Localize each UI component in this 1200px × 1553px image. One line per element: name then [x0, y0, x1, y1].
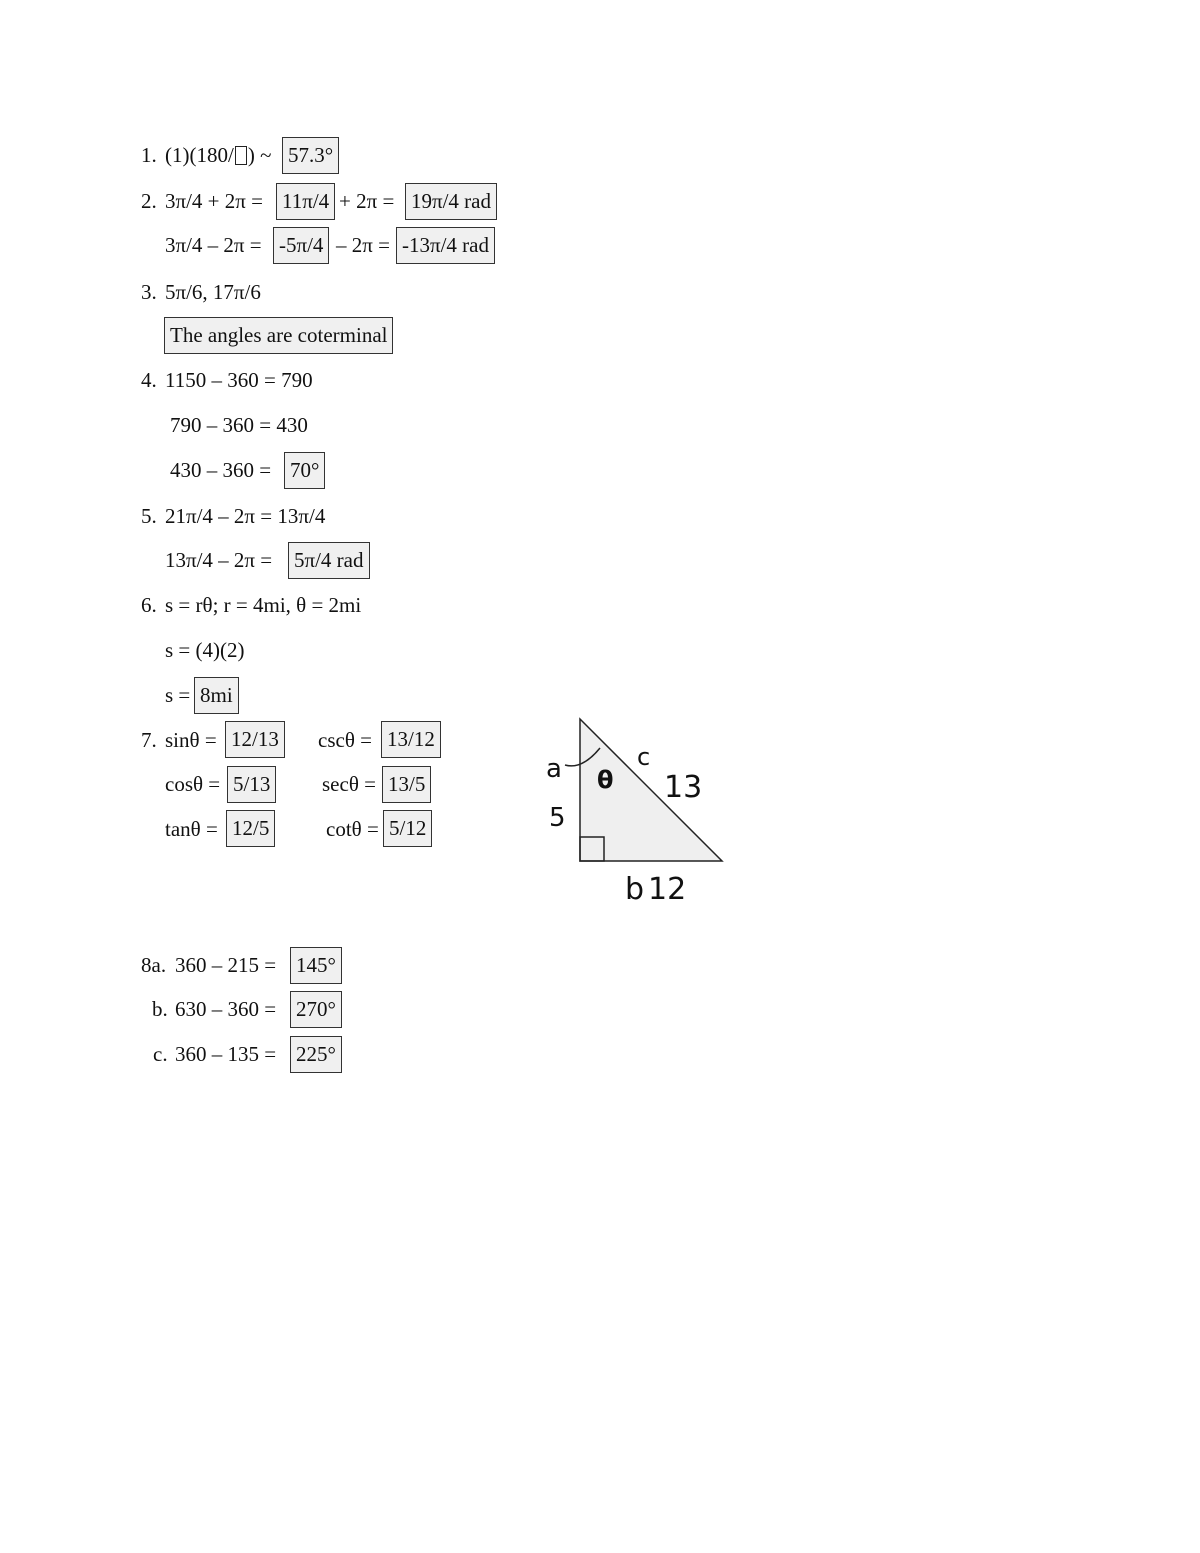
answer-box: 145°: [290, 947, 342, 984]
problem-number: 3.: [141, 280, 157, 304]
expression: 5π/6, 17π/6: [165, 280, 261, 304]
expression-part: + 2π =: [339, 189, 395, 213]
cot-label: cotθ =: [326, 817, 379, 841]
hypotenuse-value: 13: [664, 770, 703, 805]
expression-part: 3π/4 + 2π =: [165, 189, 263, 213]
answer-box: 19π/4 rad: [405, 183, 497, 220]
expression-part: – 2π =: [336, 233, 390, 257]
sin-label: sinθ =: [165, 728, 217, 752]
side-b-label: b: [625, 872, 645, 907]
csc-answer-box: 13/12: [381, 721, 441, 758]
angle-theta-label: θ: [597, 766, 614, 794]
tan-answer-box: 12/5: [226, 810, 275, 847]
intermediate-box: -5π/4: [273, 227, 329, 264]
sec-label: secθ =: [322, 772, 376, 796]
sec-answer-box: 13/5: [382, 766, 431, 803]
expression: s = (4)(2): [165, 638, 245, 662]
side-a-label: a: [546, 754, 562, 784]
problem-number: b.: [152, 997, 168, 1021]
expression: 430 – 360 =: [170, 458, 272, 482]
problem-number: 7.: [141, 728, 157, 752]
side-b-value: 12: [648, 872, 687, 907]
problem-number: 4.: [141, 368, 157, 392]
cos-answer-box: 5/13: [227, 766, 276, 803]
expression: 630 – 360 =: [175, 997, 277, 1021]
problem-number: 8a.: [141, 953, 167, 977]
cos-label: cosθ =: [165, 772, 221, 796]
intermediate-box: 11π/4: [276, 183, 335, 220]
expression: 1150 – 360 = 790: [165, 368, 313, 392]
expression: 360 – 215 =: [175, 953, 277, 977]
answer-box: -13π/4 rad: [396, 227, 495, 264]
problem-number: 1.: [141, 143, 157, 167]
problem-number: 5.: [141, 504, 157, 528]
expression-part: 3π/4 – 2π =: [165, 233, 262, 257]
problem-number: 6.: [141, 593, 157, 617]
answer-box: 57.3°: [282, 137, 339, 174]
answer-box: 70°: [284, 452, 325, 489]
expression-part: ) ~: [247, 143, 272, 167]
csc-label: cscθ =: [318, 728, 372, 752]
hypotenuse-label: c: [637, 743, 651, 771]
expression: 790 – 360 = 430: [170, 413, 308, 437]
answer-box: 270°: [290, 991, 342, 1028]
sin-answer-box: 12/13: [225, 721, 285, 758]
side-a-value: 5: [549, 803, 566, 833]
expression: 21π/4 – 2π = 13π/4: [165, 504, 326, 528]
problem-number: c.: [153, 1042, 168, 1066]
expression-part: (1)(180/: [165, 143, 234, 167]
cot-answer-box: 5/12: [383, 810, 432, 847]
expression: 360 – 135 =: [175, 1042, 277, 1066]
answer-box: 225°: [290, 1036, 342, 1073]
answer-box: 5π/4 rad: [288, 542, 370, 579]
tan-label: tanθ =: [165, 817, 218, 841]
answer-box: The angles are coterminal: [164, 317, 393, 354]
expression: s = rθ; r = 4mi, θ = 2mi: [165, 593, 362, 617]
expression: s =: [165, 683, 191, 707]
expression: 13π/4 – 2π =: [165, 548, 273, 572]
problem-number: 2.: [141, 189, 157, 213]
answer-box: 8mi: [194, 677, 239, 714]
